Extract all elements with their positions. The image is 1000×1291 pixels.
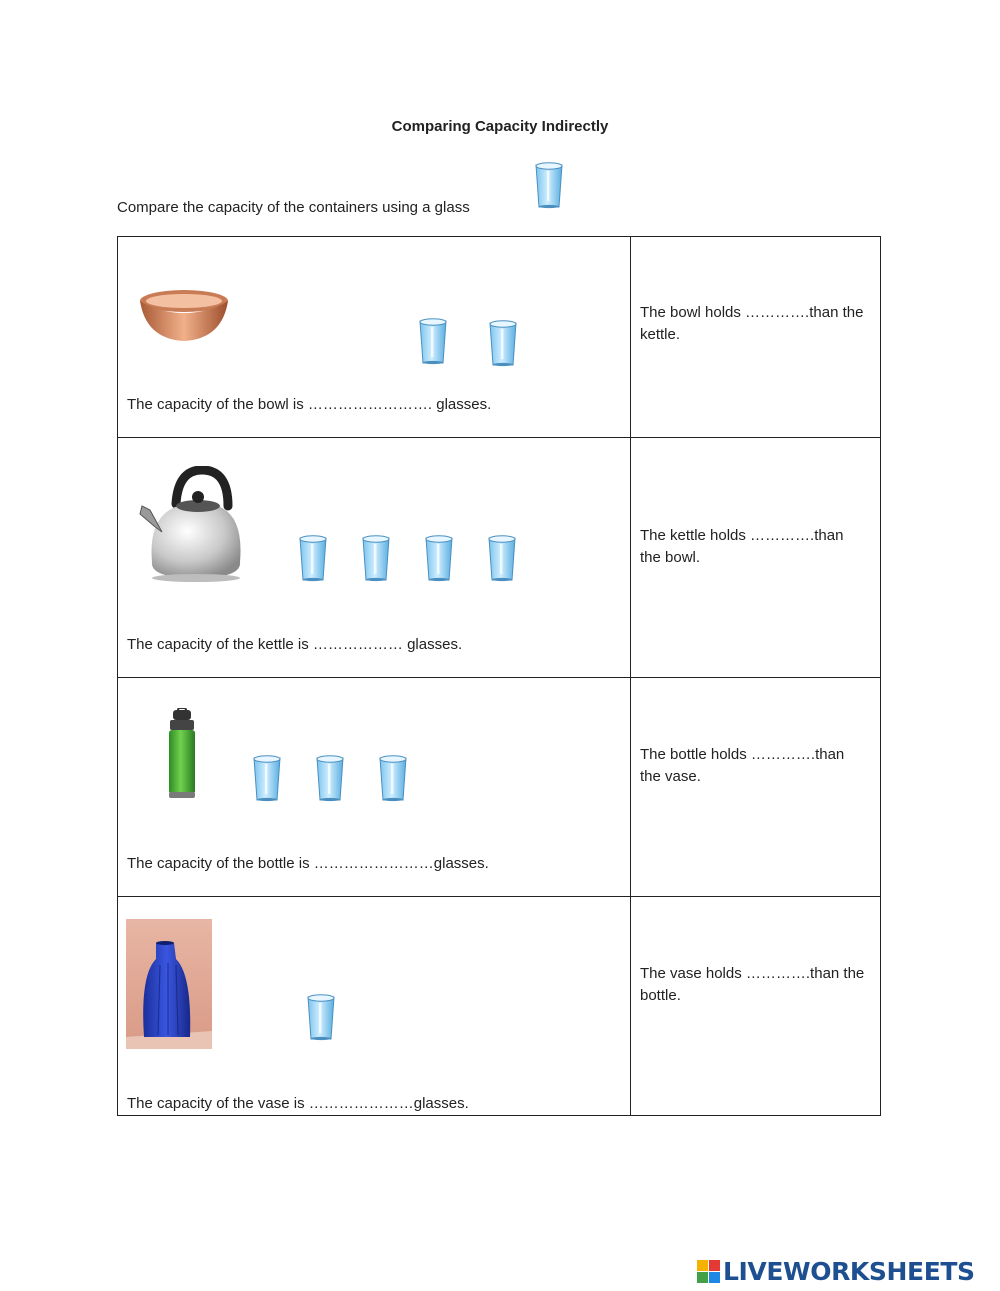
capacity-sentence: The capacity of the bottle is ……………………glasses. bbox=[127, 855, 489, 872]
glass-icon bbox=[418, 317, 448, 365]
capacity-sentence: The capacity of the vase is …………………glasses. bbox=[127, 1095, 469, 1112]
table-row bbox=[118, 678, 881, 897]
bowl-image bbox=[138, 287, 230, 347]
comparison-sentence: The bottle holds ………….than the vase. bbox=[640, 746, 845, 785]
instruction-text: Compare the capacity of the containers using a glass bbox=[117, 199, 470, 216]
page-title: Comparing Capacity Indirectly bbox=[391, 118, 609, 135]
capacity-cell bbox=[118, 678, 631, 897]
glass-icon bbox=[534, 161, 564, 209]
comparison-sentence: The vase holds ………….than the bottle. bbox=[640, 965, 865, 1004]
table-row bbox=[118, 237, 881, 438]
logo-block bbox=[697, 1272, 708, 1283]
bottle-image bbox=[166, 708, 198, 800]
glass-icon bbox=[361, 534, 391, 582]
logo-block bbox=[697, 1260, 708, 1271]
table-row bbox=[118, 897, 881, 1116]
glass-icon bbox=[424, 534, 454, 582]
logo-block bbox=[709, 1272, 720, 1283]
table-row bbox=[118, 438, 881, 678]
comparison-sentence: The bowl holds ………….than the kettle. bbox=[640, 304, 864, 343]
liveworksheets-logo bbox=[697, 1256, 975, 1286]
kettle-image bbox=[138, 466, 246, 584]
glass-icon bbox=[488, 319, 518, 367]
logo-blocks-icon bbox=[697, 1260, 720, 1283]
glass-icon bbox=[298, 534, 328, 582]
comparison-cell bbox=[631, 897, 881, 1116]
glass-icon bbox=[378, 754, 408, 802]
glass-icon bbox=[306, 993, 336, 1041]
logo-block bbox=[709, 1260, 720, 1271]
comparison-cell bbox=[631, 678, 881, 897]
capacity-cell bbox=[118, 438, 631, 678]
comparison-cell bbox=[631, 438, 881, 678]
capacity-table bbox=[117, 236, 881, 1116]
capacity-cell bbox=[118, 237, 631, 438]
capacity-cell bbox=[118, 897, 631, 1116]
brand-name: LIVEWORKSHEETS bbox=[723, 1256, 975, 1286]
glass-icon bbox=[487, 534, 517, 582]
glass-icon bbox=[315, 754, 345, 802]
comparison-cell bbox=[631, 237, 881, 438]
comparison-sentence: The kettle holds ………….than the bowl. bbox=[640, 527, 844, 566]
capacity-sentence: The capacity of the kettle is ……………… glasses. bbox=[127, 636, 463, 653]
glass-icon bbox=[252, 754, 282, 802]
vase-image bbox=[126, 919, 212, 1049]
capacity-sentence: The capacity of the bowl is ……………………. glasses. bbox=[127, 396, 492, 413]
